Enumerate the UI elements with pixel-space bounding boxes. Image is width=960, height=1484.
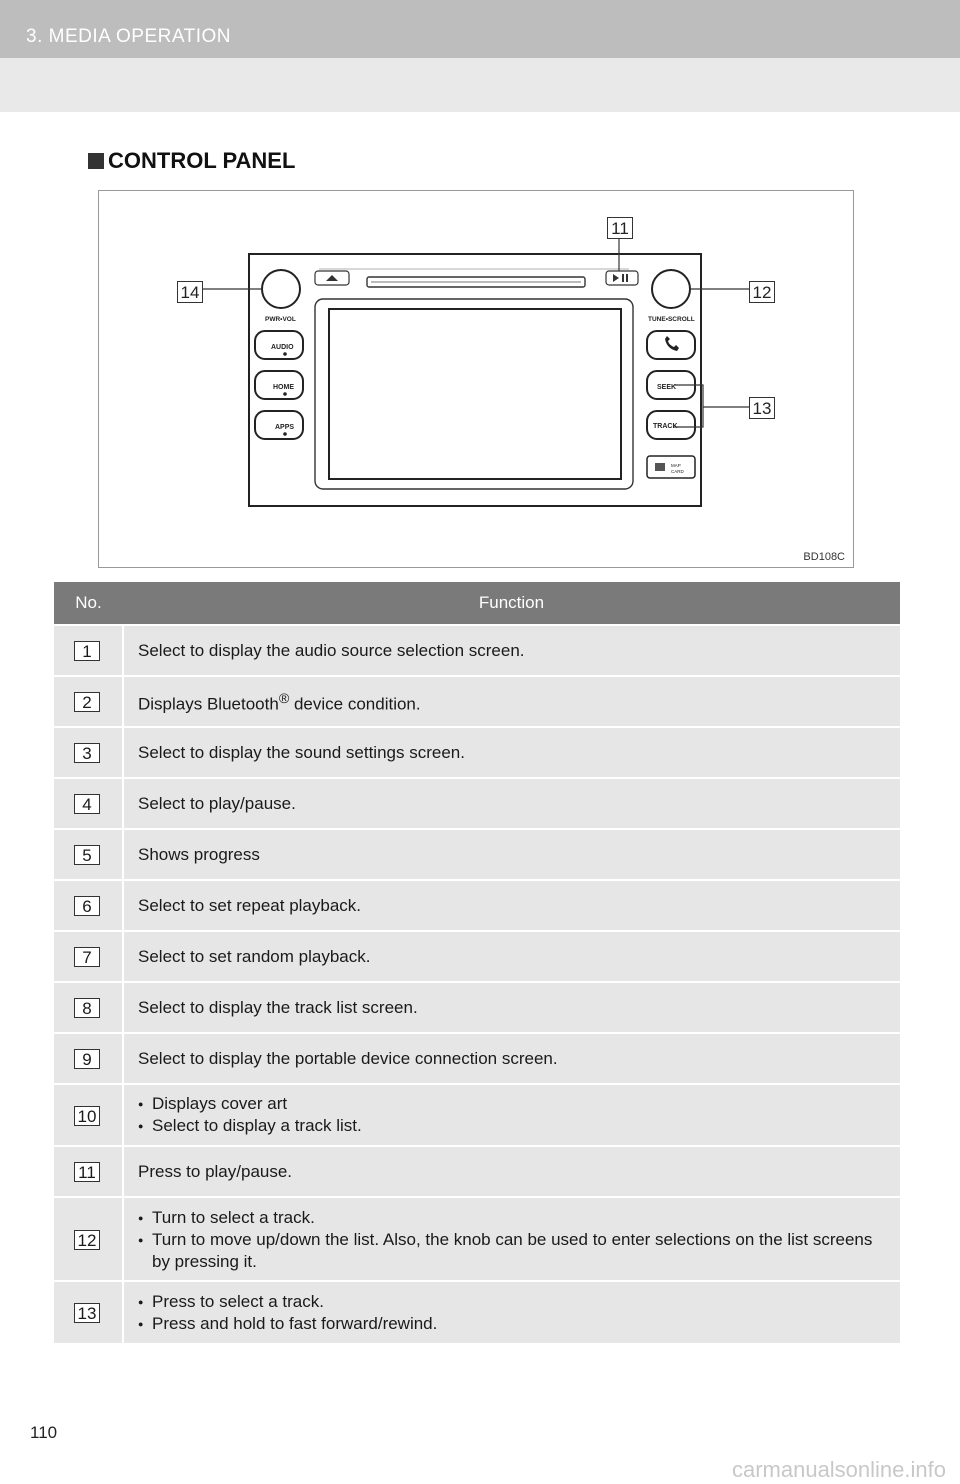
bullet-item: ● Turn to move up/down the list. Also, the knob can be used to enter selections on the list screens by pressing it. — [138, 1229, 886, 1272]
map-label: MAP — [671, 463, 681, 468]
track-label: TRACK — [653, 423, 678, 430]
tune-scroll-label: TUNE•SCROLL — [648, 316, 695, 323]
row-number: 5 — [74, 845, 100, 865]
control-panel-illustration — [99, 191, 855, 569]
table-row — [54, 1197, 900, 1281]
function-column-header: Function — [123, 582, 900, 625]
figure-code: BD108C — [803, 551, 845, 563]
row-text: Displays Bluetooth — [138, 694, 279, 714]
table-row — [54, 1084, 900, 1146]
table-row — [54, 931, 900, 982]
row-text: device condition. — [289, 694, 421, 714]
table-row — [54, 625, 900, 676]
bullet-item: ● Select to display a track list. — [138, 1115, 886, 1137]
row-number: 11 — [74, 1162, 100, 1182]
row-number: 4 — [74, 794, 100, 814]
table-row — [54, 1281, 900, 1343]
pwr-vol-knob — [262, 270, 300, 308]
row-number: 3 — [74, 743, 100, 763]
no-column-header: No. — [54, 582, 123, 625]
row-function: Select to display the sound settings screen. — [123, 727, 900, 778]
display-screen — [329, 309, 621, 479]
table-row — [54, 778, 900, 829]
row-function: Select to play/pause. — [123, 778, 900, 829]
table-row — [54, 1146, 900, 1197]
pwr-vol-label: PWR•VOL — [265, 316, 296, 323]
row-number: 12 — [74, 1230, 100, 1250]
row-function: Select to display the portable device connection screen. — [123, 1033, 900, 1084]
table-row — [54, 1033, 900, 1084]
function-table — [54, 582, 900, 1343]
section-heading — [88, 148, 295, 174]
phone-button — [647, 331, 695, 359]
row-number: 6 — [74, 896, 100, 916]
chapter-title: 3. MEDIA OPERATION — [26, 26, 232, 47]
audio-label: AUDIO — [271, 344, 294, 351]
row-number: 7 — [74, 947, 100, 967]
table-row — [54, 727, 900, 778]
bullet-item: ● Press to select a track. — [138, 1291, 886, 1313]
table-row — [54, 982, 900, 1033]
row-number: 10 — [74, 1106, 100, 1126]
row-function: Select to set repeat playback. — [123, 880, 900, 931]
seek-label: SEEK — [657, 384, 677, 391]
card-label: CARD — [671, 469, 684, 474]
callout-12: 12 — [749, 281, 775, 303]
section-heading-text: CONTROL PANEL — [108, 148, 296, 173]
row-function — [123, 1281, 900, 1343]
table-row — [54, 676, 900, 727]
row-function — [123, 676, 900, 727]
page-number: 110 — [30, 1423, 58, 1442]
callout-11: 11 — [607, 217, 633, 239]
row-number: 9 — [74, 1049, 100, 1069]
row-number: 1 — [74, 641, 100, 661]
home-label: HOME — [273, 384, 294, 391]
table-row — [54, 880, 900, 931]
row-function: Select to display the audio source selection screen. — [123, 625, 900, 676]
row-number: 2 — [74, 692, 100, 712]
control-panel-figure — [98, 190, 854, 568]
callout-14: 14 — [177, 281, 203, 303]
row-number: 8 — [74, 998, 100, 1018]
row-function: Select to set random playback. — [123, 931, 900, 982]
row-function: Shows progress — [123, 829, 900, 880]
table-header-row — [54, 582, 900, 625]
registered-mark: ® — [278, 690, 290, 707]
watermark-link[interactable]: carmanualsonline.info — [731, 1457, 946, 1482]
callout-13: 13 — [749, 397, 775, 419]
heading-square-icon — [88, 153, 104, 169]
bullet-item: ● Displays cover art — [138, 1093, 886, 1115]
table-row — [54, 829, 900, 880]
row-function: Press to play/pause. — [123, 1146, 900, 1197]
row-function — [123, 1084, 900, 1146]
row-number: 13 — [74, 1303, 100, 1323]
row-function: Select to display the track list screen. — [123, 982, 900, 1033]
bullet-item: ● Turn to select a track. — [138, 1207, 886, 1229]
tune-scroll-knob — [652, 270, 690, 308]
row-function — [123, 1197, 900, 1281]
apps-label: APPS — [275, 424, 295, 431]
bullet-item: ● Press and hold to fast forward/rewind. — [138, 1313, 886, 1335]
